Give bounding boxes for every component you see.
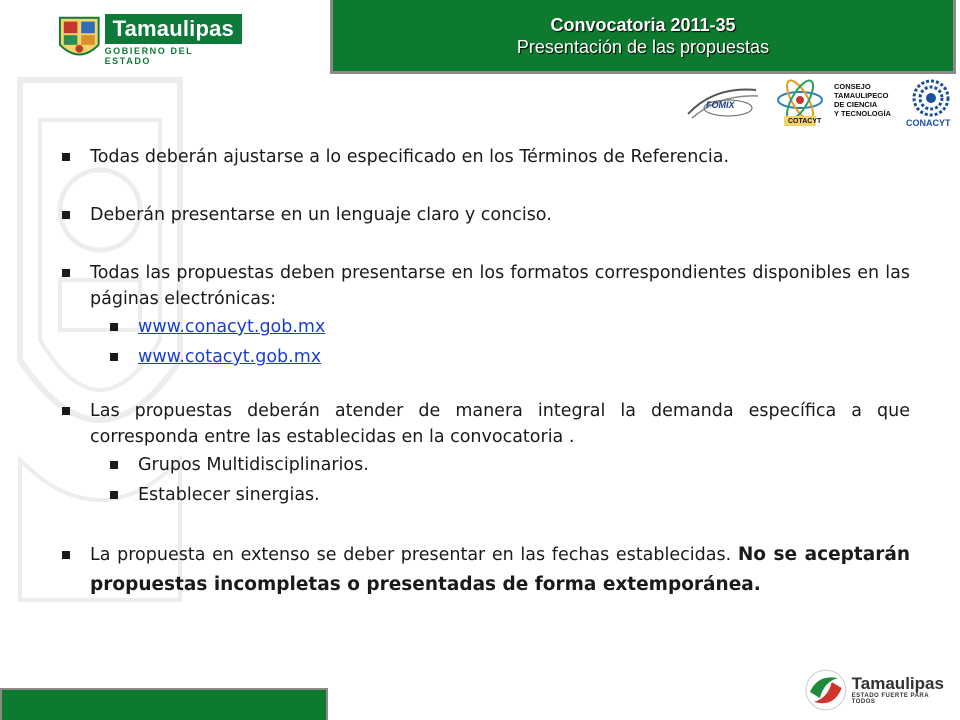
header-banner bbox=[330, 0, 956, 74]
page-subtitle: Presentación de las propuestas bbox=[516, 36, 770, 57]
square-bullet-icon bbox=[62, 211, 70, 219]
square-bullet-icon bbox=[62, 551, 70, 559]
state-logo-name: Tamaulipas bbox=[105, 14, 242, 44]
state-shield-icon bbox=[58, 15, 101, 65]
list-item: Todas deberán ajustarse a lo especificado en los Términos de Referencia. bbox=[62, 144, 910, 170]
links-list bbox=[110, 312, 910, 372]
square-bullet-icon bbox=[62, 407, 70, 415]
page-title: Convocatoria 2011-35 bbox=[550, 14, 736, 35]
list-item: Todas las propuestas deben presentarse en los formatos correspondientes disponibles en las páginas electrónicas: bbox=[62, 260, 910, 312]
state-logo bbox=[58, 14, 242, 66]
list-item: Las propuestas deberán atender de manera integral la demanda específica a que corresponda entre las establecidas en la convocatoria . bbox=[62, 398, 910, 450]
list-item: Grupos Multidisciplinarios. bbox=[110, 450, 910, 480]
fomix-logo bbox=[684, 84, 762, 124]
warning-text: No se aceptarán propuestas incompletas o presentadas de forma extemporánea. bbox=[90, 544, 910, 595]
list-item: Deberán presentarse en un lenguaje claro y conciso. bbox=[62, 202, 910, 228]
cotacyt-link[interactable]: www.cotacyt.gob.mx bbox=[138, 347, 322, 367]
cotacyt-logo bbox=[770, 78, 918, 130]
partner-logos bbox=[684, 78, 960, 134]
footer-logo bbox=[804, 666, 954, 714]
cotacyt-fullname: CONSEJO TAMAULIPECO DE CIENCIA Y TECNOLOGÍA bbox=[834, 82, 891, 118]
square-bullet-icon bbox=[110, 461, 118, 469]
square-bullet-icon bbox=[62, 269, 70, 277]
conacyt-link[interactable]: www.conacyt.gob.mx bbox=[138, 317, 326, 337]
main-content bbox=[62, 144, 910, 600]
footer-logo-tagline: ESTADO FUERTE PARA TODOS bbox=[851, 693, 929, 705]
list-item: Establecer sinergias. bbox=[110, 480, 910, 510]
square-bullet-icon bbox=[110, 353, 118, 361]
square-bullet-icon bbox=[62, 153, 70, 161]
conacyt-label: CONACYT bbox=[906, 118, 951, 128]
conacyt-dots-icon bbox=[906, 78, 956, 118]
fomix-label: FOMIX bbox=[706, 100, 735, 110]
list-item: La propuesta en extenso se deber presentar en las fechas establecidas. No se aceptarán propuestas incompletas o presentadas de forma extemporánea. bbox=[62, 540, 910, 600]
list-item bbox=[110, 342, 910, 372]
sub-list bbox=[110, 450, 910, 510]
square-bullet-icon bbox=[110, 323, 118, 331]
conacyt-logo bbox=[906, 78, 956, 134]
list-item bbox=[110, 312, 910, 342]
tamaulipas-swirl-icon bbox=[804, 668, 848, 712]
square-bullet-icon bbox=[110, 491, 118, 499]
footer-bar bbox=[0, 688, 328, 720]
state-logo-tagline: GOBIERNO DEL ESTADO bbox=[104, 46, 194, 66]
footer-logo-name: Tamaulipas bbox=[851, 674, 944, 693]
cotacyt-label: COTACYT bbox=[788, 118, 822, 125]
